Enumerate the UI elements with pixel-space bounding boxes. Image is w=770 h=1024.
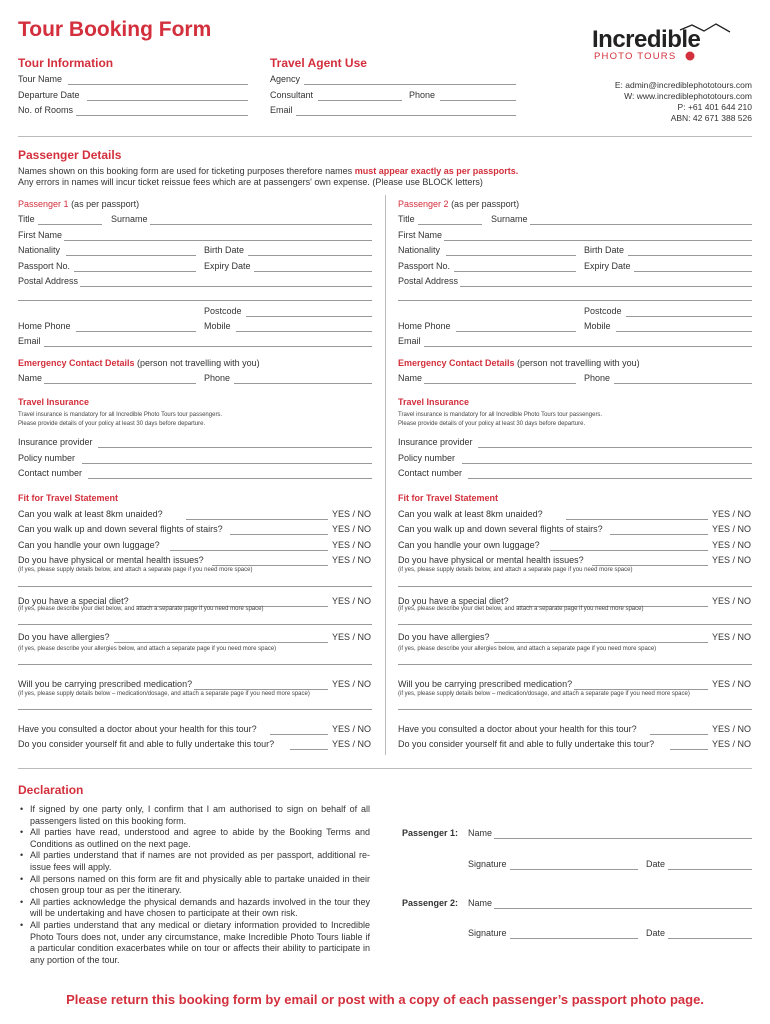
tour-name-label: Tour Name [18, 74, 63, 84]
question-stairs: Can you walk up and down several flights of stairs? [398, 524, 603, 534]
emergency-name-label: Name [18, 373, 43, 383]
declaration-list [20, 804, 370, 966]
policy-number-field[interactable] [462, 463, 752, 464]
title-label: Title [18, 214, 35, 224]
policy-number-label: Policy number [18, 453, 76, 463]
diet-details-field[interactable] [18, 624, 372, 625]
answer-line [270, 734, 328, 735]
emergency-heading: Emergency Contact Details (person not travelling with you) [18, 358, 260, 368]
company-phone: P: +61 401 644 210 [677, 102, 752, 112]
answer-line [230, 534, 328, 535]
expiry-date-label: Expiry Date [204, 261, 251, 271]
answer-line [494, 642, 708, 643]
passport-no-label: Passport No. [18, 261, 71, 271]
date-label: Date [646, 928, 666, 938]
answer-line [186, 519, 328, 520]
question-meds: Will you be carrying prescribed medication? [18, 679, 193, 689]
passenger-2-signature-field[interactable] [510, 938, 638, 939]
question-fit: Do you consider yourself fit and able to fully undertake this tour? [18, 739, 275, 749]
question-health: Do you have physical or mental health issues? [398, 555, 584, 565]
column-divider [385, 195, 386, 755]
answer-line [592, 565, 708, 566]
birth-date-label: Birth Date [584, 245, 625, 255]
postal-address-line-2[interactable] [398, 300, 752, 301]
declaration-item: • All parties acknowledge the physical demands and hazards involved in the tour they will be undertaking and have chosen to participate at their own risk. [20, 897, 370, 920]
health-note: (if yes, please supply details below, and attach a separate page if you need more space) [18, 567, 253, 573]
tour-info-heading: Tour Information [18, 56, 114, 70]
rooms-label: No. of Rooms [18, 105, 74, 115]
diet-note: (if yes, please describe your diet below, and attach a separate page if you need more space) [18, 606, 264, 612]
emergency-name-field[interactable] [44, 383, 196, 384]
question-doctor: Have you consulted a doctor about your health for this tour? [18, 724, 257, 734]
emergency-heading: Emergency Contact Details (person not travelling with you) [398, 358, 640, 368]
passenger-details-heading: Passenger Details [18, 148, 122, 162]
question-health: Do you have physical or mental health issues? [18, 555, 204, 565]
divider [18, 768, 752, 769]
birth-date-field[interactable] [248, 255, 372, 256]
question-fit: Do you consider yourself fit and able to fully undertake this tour? [398, 739, 655, 749]
signature-label: Signature [468, 928, 507, 938]
footer-instruction: Please return this booking form by email or post with a copy of each passenger’s passport photo page. [66, 992, 704, 1007]
question-diet: Do you have a special diet? [398, 596, 509, 606]
insurance-note-2: Please provide details of your policy at least 30 days before departure. [398, 421, 586, 427]
declaration-item: • All parties understand that any medical or dietary information provided to Incredible Photo Tours does not, under any circumstance, make Incredible Photo Tours liable if a particular condition exacerbates while on tour or affects their ability to participate in any portion of the tour. [20, 920, 370, 966]
birth-date-label: Birth Date [204, 245, 245, 255]
meds-note: (if yes, please supply details below – medication/dosage, and attach a separate page if you need more space) [18, 691, 310, 697]
sign-passenger-1-label: Passenger 1: [402, 828, 459, 838]
emergency-phone-label: Phone [584, 373, 611, 383]
passenger-1-name-field[interactable] [494, 838, 752, 839]
contact-number-label: Contact number [398, 468, 463, 478]
answer-line [114, 642, 328, 643]
logo-subtitle: PHOTO TOURS [594, 51, 677, 62]
postal-address-field[interactable] [460, 286, 752, 287]
contact-number-label: Contact number [18, 468, 83, 478]
allergies-note: (if yes, please describe your allergies below, and attach a separate page if you need more space) [18, 646, 277, 652]
meds-details-field[interactable] [18, 709, 372, 710]
passenger-note-2: Any errors in names will incur ticket reissue fees which are at passengers' own expense. (Please use BLOCK letters) [18, 177, 483, 187]
postal-address-line-2[interactable] [18, 300, 372, 301]
insurance-note-2: Please provide details of your policy at least 30 days before departure. [18, 421, 206, 427]
sign-passenger-2-label: Passenger 2: [402, 898, 459, 908]
yes-no-doctor[interactable]: YES / NO [332, 724, 372, 734]
answer-line [290, 749, 328, 750]
answer-line [170, 550, 328, 551]
insurance-provider-label: Insurance provider [398, 437, 473, 447]
yes-no-diet[interactable]: YES / NO [712, 596, 752, 606]
answer-line [574, 689, 708, 690]
postal-address-field[interactable] [80, 286, 372, 287]
title-field[interactable] [38, 224, 102, 225]
question-walk: Can you walk at least 8km unaided? [18, 509, 163, 519]
nationality-label: Nationality [398, 245, 441, 255]
answer-line [194, 689, 328, 690]
emergency-phone-field[interactable] [234, 383, 372, 384]
question-allergies: Do you have allergies? [398, 632, 490, 642]
postcode-field[interactable] [246, 316, 372, 317]
declaration-item: • If signed by one party only, I confirm that I am authorised to sign on behalf of all passengers listed on this booking form. [20, 804, 370, 827]
consultant-label: Consultant [270, 90, 314, 100]
agent-email-label: Email [270, 105, 293, 115]
home-phone-field[interactable] [76, 331, 196, 332]
meds-details-field[interactable] [398, 709, 752, 710]
yes-no-stairs[interactable]: YES / NO [332, 524, 372, 534]
postal-address-label: Postal Address [398, 276, 459, 286]
postcode-field[interactable] [626, 316, 752, 317]
answer-line [566, 519, 708, 520]
passenger-1-signature-field[interactable] [510, 869, 638, 870]
answer-line [670, 749, 708, 750]
passenger-1-heading: Passenger 1 (as per passport) [18, 199, 140, 209]
mobile-label: Mobile [584, 321, 611, 331]
nationality-label: Nationality [18, 245, 61, 255]
yes-no-health[interactable]: YES / NO [332, 555, 372, 565]
signature-label: Signature [468, 859, 507, 869]
question-luggage: Can you handle your own luggage? [398, 540, 540, 550]
yes-no-fit[interactable]: YES / NO [332, 739, 372, 749]
question-diet: Do you have a special diet? [18, 596, 129, 606]
declaration-item: • All persons named on this form are fit and physically able to partake unaided in their chosen group tour as per the itinerary. [20, 874, 370, 897]
question-walk: Can you walk at least 8km unaided? [398, 509, 543, 519]
yes-no-fit[interactable]: YES / NO [712, 739, 752, 749]
sign-name-label: Name [468, 828, 493, 838]
insurance-heading: Travel Insurance [398, 397, 470, 407]
passport-no-field[interactable] [454, 271, 576, 272]
question-meds: Will you be carrying prescribed medication? [398, 679, 573, 689]
passport-no-label: Passport No. [398, 261, 451, 271]
nationality-field[interactable] [66, 255, 196, 256]
declaration-item: • All parties understand that if names are not provided as per passport, additional re-issue fees will apply. [20, 850, 370, 873]
email-label: Email [18, 336, 41, 346]
logo-word1b: ble [667, 26, 701, 53]
question-luggage: Can you handle your own luggage? [18, 540, 160, 550]
passenger-2-heading: Passenger 2 (as per passport) [398, 199, 520, 209]
email-field[interactable] [424, 346, 752, 347]
postcode-label: Postcode [584, 306, 622, 316]
insurance-note-1: Travel insurance is mandatory for all Incredible Photo Tours tour passengers. [18, 412, 223, 418]
policy-number-field[interactable] [82, 463, 372, 464]
agency-label: Agency [270, 74, 301, 84]
declaration-item: • All parties have read, understood and agree to abide by the Booking Terms and Conditions as outlined on the next page. [20, 827, 370, 850]
yes-no-walk[interactable]: YES / NO [712, 509, 752, 519]
yes-no-diet[interactable]: YES / NO [332, 596, 372, 606]
agent-heading: Travel Agent Use [270, 56, 367, 70]
yes-no-walk[interactable]: YES / NO [332, 509, 372, 519]
first-name-label: First Name [18, 230, 63, 240]
surname-field[interactable] [150, 224, 372, 225]
emergency-phone-field[interactable] [614, 383, 752, 384]
diet-details-field[interactable] [398, 624, 752, 625]
question-doctor: Have you consulted a doctor about your health for this tour? [398, 724, 637, 734]
expiry-date-field[interactable] [634, 271, 752, 272]
health-details-field[interactable] [398, 586, 752, 587]
yes-no-luggage[interactable]: YES / NO [712, 540, 752, 550]
emergency-name-label: Name [398, 373, 423, 383]
yes-no-doctor[interactable]: YES / NO [712, 724, 752, 734]
yes-no-allergies[interactable]: YES / NO [332, 632, 372, 642]
home-phone-label: Home Phone [18, 321, 71, 331]
passenger-1-section [18, 0, 374, 760]
insurance-note-1: Travel insurance is mandatory for all Incredible Photo Tours tour passengers. [398, 412, 603, 418]
question-stairs: Can you walk up and down several flights of stairs? [18, 524, 223, 534]
passenger-2-name-field[interactable] [494, 908, 752, 909]
mobile-label: Mobile [204, 321, 231, 331]
emergency-name-field[interactable] [424, 383, 576, 384]
company-web: W: www.incrediblephototours.com [624, 91, 752, 101]
yes-no-health[interactable]: YES / NO [712, 555, 752, 565]
passport-no-field[interactable] [74, 271, 196, 272]
answer-line [610, 534, 708, 535]
insurance-heading: Travel Insurance [18, 397, 90, 407]
mobile-field[interactable] [616, 331, 752, 332]
passenger-2-section [398, 0, 754, 760]
yes-no-allergies[interactable]: YES / NO [712, 632, 752, 642]
allergies-note: (if yes, please describe your allergies below, and attach a separate page if you need more space) [398, 646, 657, 652]
contact-number-field[interactable] [88, 478, 372, 479]
first-name-field[interactable] [444, 240, 752, 241]
email-label: Email [398, 336, 421, 346]
expiry-date-label: Expiry Date [584, 261, 631, 271]
emergency-phone-label: Phone [204, 373, 231, 383]
insurance-provider-label: Insurance provider [18, 437, 93, 447]
agent-phone-label: Phone [409, 90, 436, 100]
insurance-provider-field[interactable] [98, 447, 372, 448]
fit-heading: Fit for Travel Statement [18, 493, 119, 503]
logo-word1: Incred [592, 26, 662, 53]
fit-heading: Fit for Travel Statement [398, 493, 499, 503]
mobile-field[interactable] [236, 331, 372, 332]
postal-address-label: Postal Address [18, 276, 79, 286]
insurance-provider-field[interactable] [478, 447, 752, 448]
passenger-1-date-field[interactable] [668, 869, 752, 870]
passenger-2-date-field[interactable] [668, 938, 752, 939]
answer-line [212, 565, 328, 566]
declaration-heading: Declaration [18, 783, 84, 797]
answer-line [650, 734, 708, 735]
surname-label: Surname [111, 214, 148, 224]
page-title: Tour Booking Form [18, 18, 212, 41]
yes-no-luggage[interactable]: YES / NO [332, 540, 372, 550]
health-details-field[interactable] [18, 586, 372, 587]
yes-no-meds[interactable]: YES / NO [712, 679, 752, 689]
nationality-field[interactable] [446, 255, 576, 256]
passenger-note-1: Names shown on this booking form are used for ticketing purposes therefore names must appear exactly as per passports. [18, 166, 519, 176]
diet-note: (if yes, please describe your diet below, and attach a separate page if you need more space) [398, 606, 644, 612]
sign-name-label: Name [468, 898, 493, 908]
answer-line [550, 550, 708, 551]
allergies-details-field[interactable] [398, 664, 752, 665]
title-label: Title [398, 214, 415, 224]
company-abn: ABN: 42 671 388 526 [670, 113, 752, 123]
question-allergies: Do you have allergies? [18, 632, 110, 642]
meds-note: (if yes, please supply details below – medication/dosage, and attach a separate page if you need more space) [398, 691, 690, 697]
first-name-field[interactable] [64, 240, 372, 241]
yes-no-meds[interactable]: YES / NO [332, 679, 372, 689]
company-email: E: admin@incrediblephototours.com [614, 80, 752, 90]
home-phone-label: Home Phone [398, 321, 451, 331]
date-label: Date [646, 859, 666, 869]
yes-no-stairs[interactable]: YES / NO [712, 524, 752, 534]
postcode-label: Postcode [204, 306, 242, 316]
departure-date-label: Departure Date [18, 90, 80, 100]
allergies-details-field[interactable] [18, 664, 372, 665]
title-field[interactable] [418, 224, 482, 225]
surname-label: Surname [491, 214, 528, 224]
contact-number-field[interactable] [468, 478, 752, 479]
surname-field[interactable] [530, 224, 752, 225]
logo: Incredible PHOTO TOURS [592, 22, 742, 64]
email-field[interactable] [44, 346, 372, 347]
first-name-label: First Name [398, 230, 443, 240]
expiry-date-field[interactable] [254, 271, 372, 272]
birth-date-field[interactable] [628, 255, 752, 256]
policy-number-label: Policy number [398, 453, 456, 463]
home-phone-field[interactable] [456, 331, 576, 332]
health-note: (if yes, please supply details below, and attach a separate page if you need more space) [398, 567, 633, 573]
